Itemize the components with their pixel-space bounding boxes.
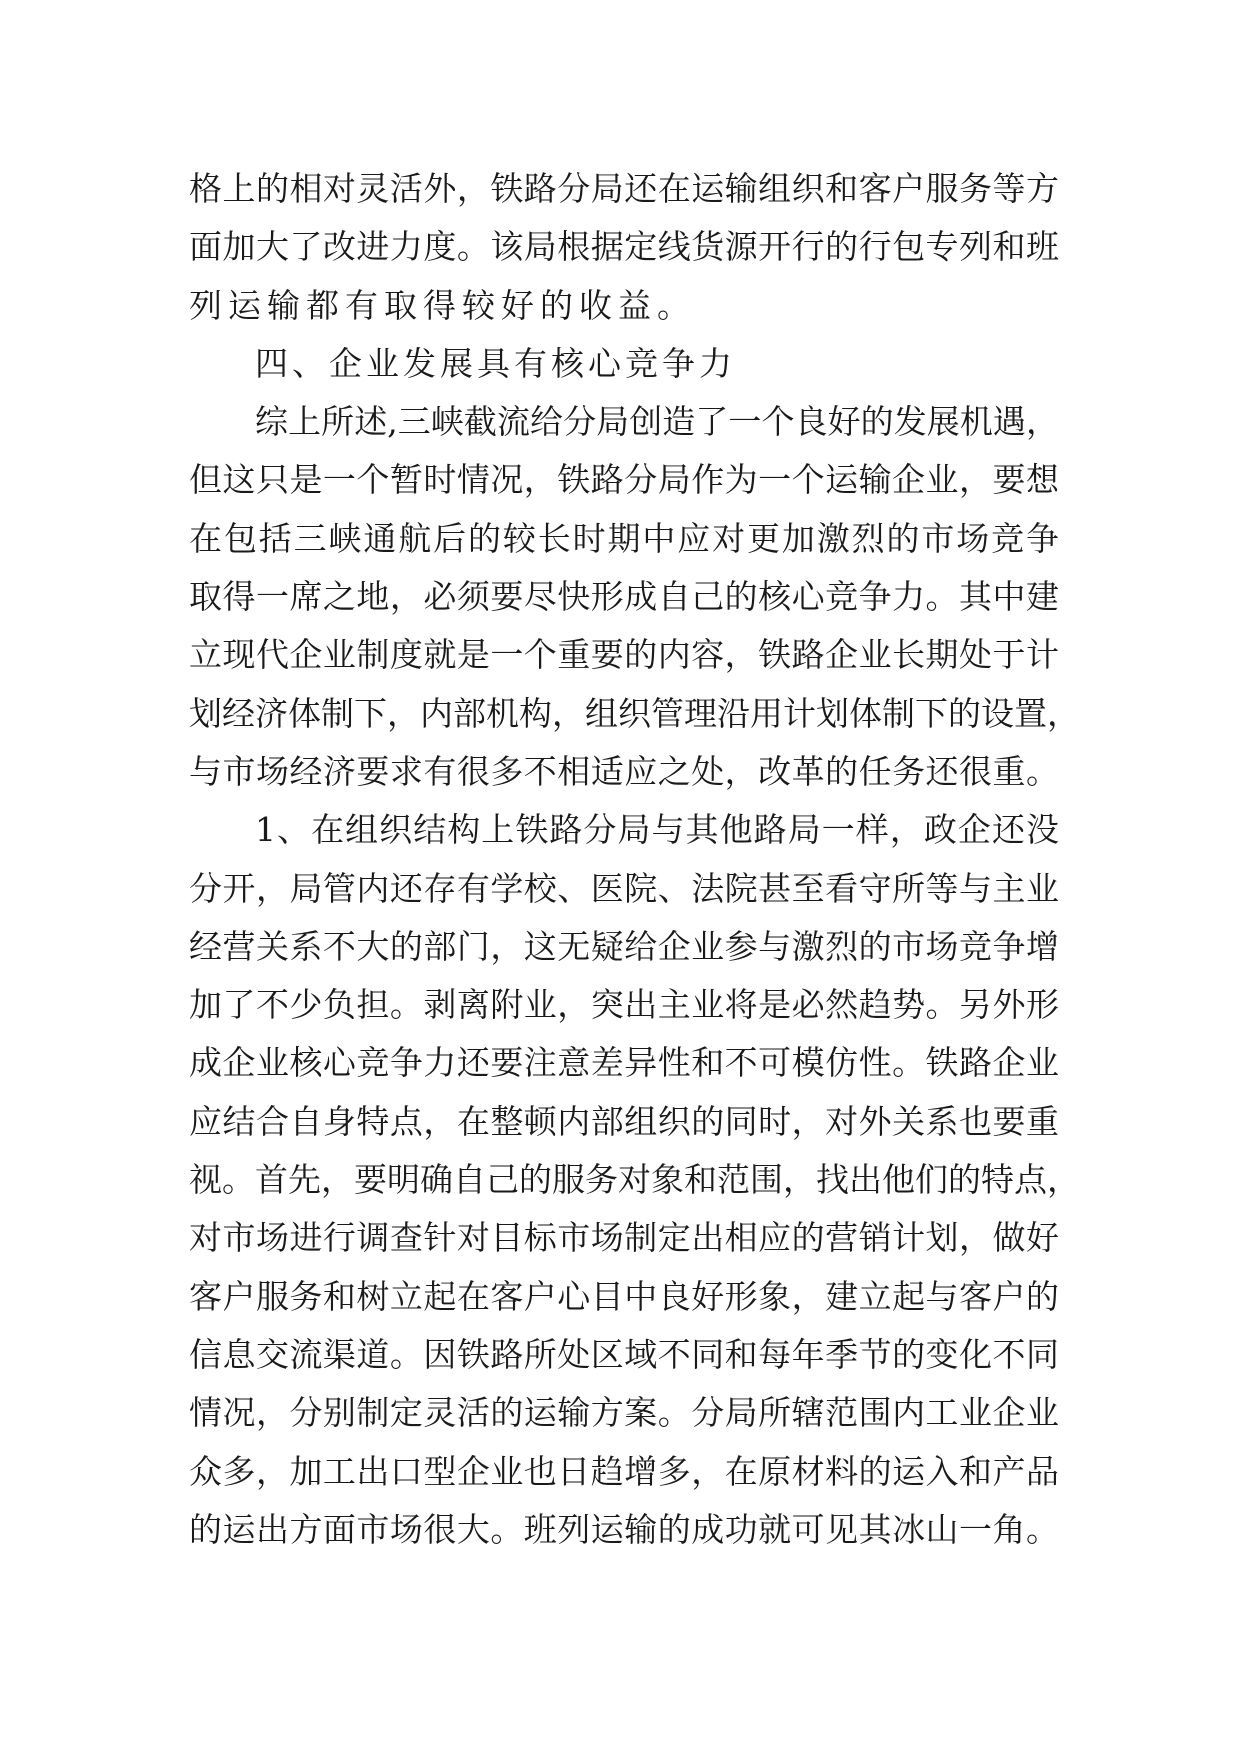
- text-line: 的运出方面市场很大。班列运输的成功就可见其冰山一角。: [189, 1509, 1059, 1549]
- body-text: [189, 160, 1080, 1559]
- text-line: 经营关系不大的部门，这无疑给企业参与激烈的市场竞争增: [189, 926, 1059, 966]
- section-heading: 四、企业发展具有核心竞争力: [255, 343, 736, 383]
- text-line: 立现代企业制度就是一个重要的内容，铁路企业长期处于计: [189, 635, 1059, 675]
- text-line: 取得一席之地，必须要尽快形成自己的核心竞争力。其中建: [189, 577, 1059, 617]
- text-line: 划经济体制下，内部机构，组织管理沿用计划体制下的设置，: [189, 693, 1080, 733]
- text-line: 与市场经济要求有很多不相适应之处，改革的任务还很重。: [189, 751, 1059, 791]
- text-line: 信息交流渠道。因铁路所处区域不同和每年季节的变化不同: [189, 1334, 1059, 1374]
- text-line: 对市场进行调查针对目标市场制定出相应的营销计划，做好: [189, 1218, 1059, 1258]
- text-line: 众多，加工出口型企业也日趋增多，在原材料的运入和产品: [189, 1451, 1059, 1491]
- text-line: 格上的相对灵活外，铁路分局还在运输组织和客户服务等方: [189, 169, 1059, 208]
- text-line: 客户服务和树立起在客户心目中良好形象，建立起与客户的: [189, 1276, 1059, 1316]
- text-line: 成企业核心竞争力还要注意差异性和不可模仿性。铁路企业: [189, 1043, 1059, 1083]
- text-line: 列运输都有取得较好的收益。: [189, 285, 696, 325]
- text-line: 情况，分别制定灵活的运输方案。分局所辖范围内工业企业: [189, 1393, 1059, 1433]
- text-line: 面加大了改进力度。该局根据定线货源开行的行包专列和班: [189, 227, 1059, 267]
- text-line: 1、在组织结构上铁路分局与其他路局一样，政企还没: [255, 810, 1059, 850]
- text-line: 分开，局管内还存有学校、医院、法院甚至看守所等与主业: [189, 868, 1059, 908]
- text-line: 视。首先，要明确自己的服务对象和范围，找出他们的特点，: [189, 1160, 1080, 1200]
- text-line: 加了不少负担。剥离附业，突出主业将是必然趋势。另外形: [189, 985, 1059, 1025]
- text-line: 在包括三峡通航后的较长时期中应对更加激烈的市场竞争: [189, 518, 1059, 558]
- text-line: 综上所述,三峡截流给分局创造了一个良好的发展机遇，: [255, 402, 1059, 442]
- text-line: 但这只是一个暂时情况，铁路分局作为一个运输企业，要想: [189, 460, 1059, 500]
- text-line: 应结合自身特点，在整顿内部组织的同时，对外关系也要重: [189, 1101, 1059, 1141]
